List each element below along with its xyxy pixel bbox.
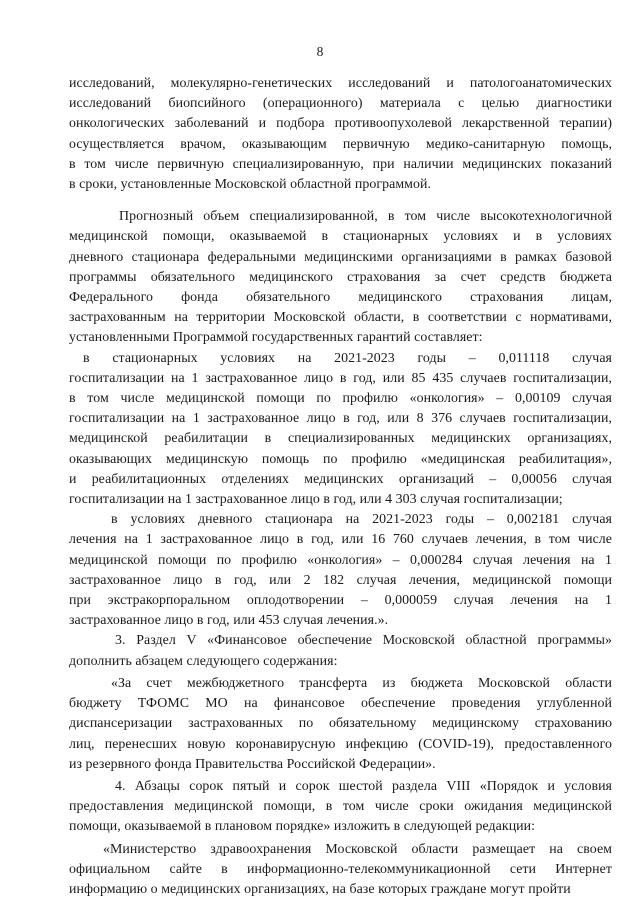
paragraph	[69, 777, 612, 838]
text-line: лиц, перенесших новую коронавирусную инфекцию (COVID-19), предоставленного	[69, 736, 612, 752]
text-line: исследований, молекулярно-генетических исследований и патологоанатомических	[69, 76, 612, 91]
text-line: медицинской помощи, оказываемой в стационарных условиях и в условиях	[69, 229, 612, 245]
text-line: из резервного фонда Правительства Российской Федерации».	[69, 756, 436, 772]
text-line: Федерального фонда обязательного медицинского страхования лицам,	[69, 290, 612, 306]
text-line: в том числе медицинской помощи по профилю «онкология» – 0,00109 случая	[69, 391, 612, 407]
text-line: помощи, оказываемой в плановом порядке» изложить в следующей редакции:	[69, 819, 536, 835]
text-line: предоставления медицинской помощи, в том числе сроки ожидания медицинской	[69, 799, 612, 815]
text-line: диспансеризации застрахованных по обязательному медицинскому страхованию	[69, 716, 612, 732]
text-line: бюджету ТФОМС МО на финансовое обеспечение проведения углубленной	[69, 696, 612, 712]
text-line: 4. Абзацы сорок пятый и сорок шестой раздела VIII «Порядок и условия	[115, 778, 612, 794]
paragraph	[69, 840, 612, 901]
text-line: осуществляется врачом, оказывающим первичную медико-санитарную помощь,	[69, 136, 612, 152]
page-number: 8	[316, 44, 324, 59]
text-line: 3. Раздел V «Финансовое обеспечение Московской областной программы»	[115, 633, 612, 649]
text-line: официальном сайте в информационно-телекоммуникационной сети Интернет	[69, 861, 612, 877]
text-line: в том числе первичную специализированную, при наличии медицинских показаний	[69, 156, 612, 172]
text-line: застрахованным на территории Московской области, в соответствии с нормативами,	[69, 310, 612, 326]
text-line: в сроки, установленные Московской областной программой.	[69, 177, 432, 193]
text-line: при экстракорпоральном оплодотворении – 0,000059 случая лечения на 1	[69, 593, 612, 609]
text-line: программы обязательного медицинского страхования за счет средств бюджета	[69, 269, 612, 285]
text-line: установленными Программой государственных гарантий составляет:	[69, 330, 483, 346]
text-line: Прогнозный объем специализированной, в том числе высокотехнологичной	[119, 209, 612, 225]
paragraph	[69, 631, 612, 671]
text-line: госпитализации на 1 застрахованное лицо в год, или 85 435 случаев госпитализации,	[69, 370, 612, 386]
text-line: «За счет межбюджетного трансферта из бюджета Московской области	[111, 675, 612, 691]
text-line: «Министерство здравоохранения Московской области размещает на своем	[103, 841, 612, 857]
text-line: в условиях дневного стационара на 2021-2023 годы – 0,002181 случая	[111, 512, 612, 528]
text-line: оказывающих медицинскую помощь по профилю «медицинская реабилитация»,	[69, 451, 612, 467]
paragraph	[69, 207, 612, 348]
text-line: в стационарных условиях на 2021-2023 годы – 0,011118 случая	[83, 350, 612, 366]
text-line: застрахованное лицо в год, или 2 182 случая лечения, медицинской помощи	[69, 572, 612, 588]
text-line: госпитализации на 1 застрахованное лицо в год, или 4 303 случая госпитализации;	[69, 492, 563, 508]
text-line: лечения на 1 застрахованное лицо в год, или 16 760 случаев лечения, в том числе	[69, 532, 612, 548]
text-line: и реабилитационных отделениях медицинских организаций – 0,00056 случая	[69, 471, 612, 487]
paragraph-gap	[69, 195, 612, 207]
paragraph	[69, 510, 612, 631]
text-line: дополнить абзацем следующего содержания:	[69, 653, 338, 669]
text-line: госпитализации на 1 застрахованное лицо в год, или 8 376 случаев госпитализации,	[69, 411, 612, 427]
text-line: исследований биопсийного (операционного) материала с целью диагностики	[69, 96, 612, 112]
text-line: медицинской помощи по профилю «онкология» – 0,000284 случая лечения на 1	[69, 552, 612, 568]
text-line: медицинской реабилитации в специализированных медицинских организациях,	[69, 431, 612, 447]
text-line: онкологических заболеваний и подбора противоопухолевой лекарственной терапии)	[69, 116, 612, 132]
paragraph	[69, 674, 612, 775]
paragraph	[69, 74, 612, 195]
text-line: информацию о медицинских организациях, на базе которых граждане могут пройти	[69, 881, 571, 897]
paragraph	[69, 349, 612, 511]
document-body	[69, 74, 612, 900]
text-line: дневного стационара федеральными медицинскими организациями в рамках базовой	[69, 249, 612, 265]
text-line: застрахованное лицо в год, или 453 случая лечения.».	[69, 613, 389, 629]
